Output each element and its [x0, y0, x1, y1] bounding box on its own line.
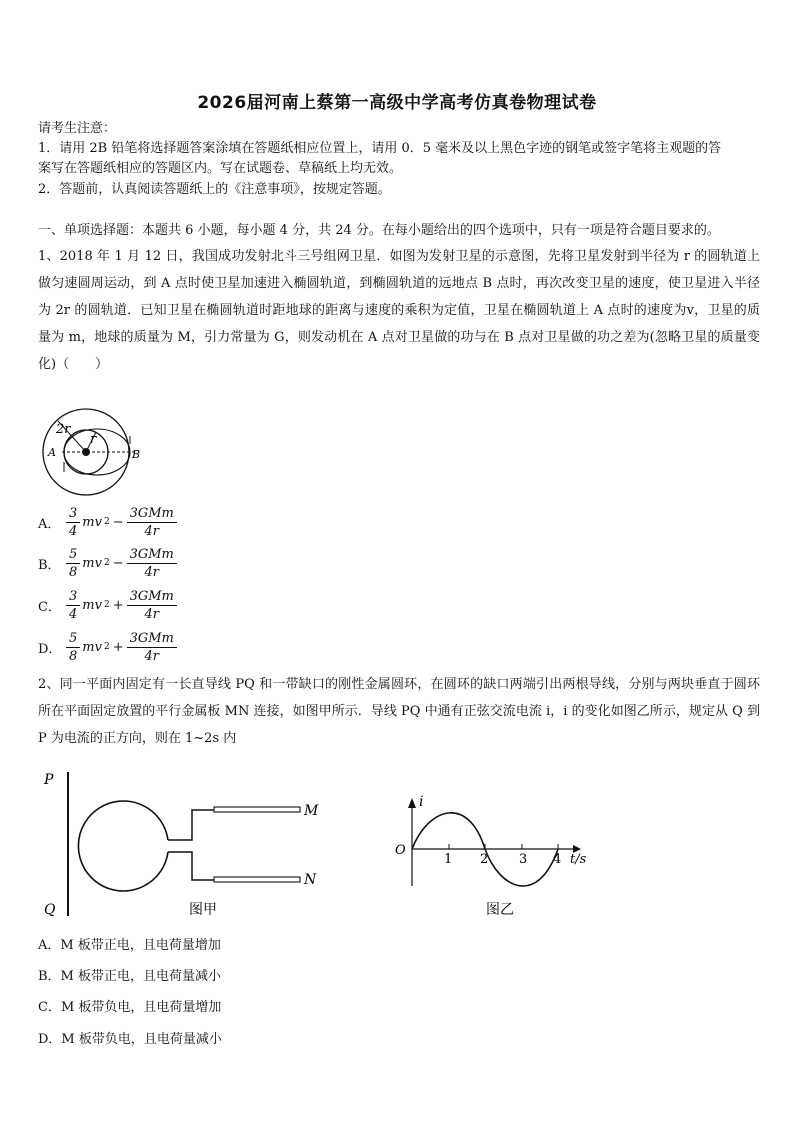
- earth: [82, 448, 90, 456]
- label-i: i: [419, 794, 424, 810]
- caption-yi: 图乙: [486, 902, 514, 918]
- metal-ring: [78, 801, 168, 891]
- label-N: N: [304, 872, 317, 888]
- page-title: 2026届河南上蔡第一高级中学高考仿真卷物理试卷: [197, 93, 597, 113]
- tick-label: 3: [519, 852, 528, 867]
- lead-wire-bottom: [168, 852, 300, 880]
- notice-item: 1．请用 2B 铅笔将选择题答案涂填在答题纸相应位置上，请用 0．5 毫米及以上黑色字迹的钢笔或签字笔将主观题的答: [38, 141, 722, 156]
- plate-n: [214, 877, 300, 882]
- coef-fraction: $\frac{5}{8}$: [66, 546, 80, 581]
- label-P: P: [44, 772, 54, 788]
- label-B: B: [132, 448, 140, 461]
- label-M: M: [304, 803, 319, 819]
- tick-marks: [449, 844, 558, 849]
- label-r: r: [90, 432, 97, 447]
- lead-wire-top: [168, 810, 300, 840]
- choice-b[interactable]: B．M 板带正电，且电荷量减小: [38, 969, 221, 984]
- plate-m: [214, 807, 300, 812]
- tick-label: 2: [480, 852, 489, 867]
- option-c[interactable]: C． $\frac{3}{4}$ mv 2 + $\frac{\text{3GMm}}{4r}$: [38, 585, 177, 625]
- coef-fraction: $\frac{3}{4}$: [66, 505, 80, 540]
- label-O: O: [395, 843, 406, 858]
- notice-item: 2．答题前，认真阅读答题纸上的《注意事项》，按规定答题。: [38, 182, 391, 197]
- coef-fraction: $\frac{5}{8}$: [66, 630, 80, 665]
- gravity-fraction: $\frac{\text{3GMm}}{4r}$: [127, 505, 177, 540]
- option-d[interactable]: D． $\frac{5}{8}$ mv 2 + $\frac{\text{3GMm}}{4r}$: [38, 627, 177, 667]
- gravity-fraction: $\frac{\text{3GMm}}{4r}$: [127, 630, 177, 665]
- label-Q: Q: [44, 902, 56, 918]
- figure-yi: [395, 794, 587, 918]
- tick-label: 1: [444, 852, 453, 867]
- caption-jia: 图甲: [189, 902, 217, 918]
- section-heading: 一、单项选择题：本题共 6 小题，每小题 4 分，共 24 分。在每小题给出的四个选项中，只有一项是符合题目要求的。: [38, 223, 720, 238]
- question-2-stem: 2、同一平面内固定有一长直导线 PQ 和一带缺口的刚性金属圆环，在圆环的缺口两端引出两根导线，分别与两块垂直于圆环所在平面固定放置的平行金属板 MN 连接，如图甲所示．导线 PQ 中通有正弦交流电流 i，i 的变化如图乙所示，规定从 Q 到 P 为电流的正方向，则在 1~2s 内: [38, 677, 760, 746]
- label-2r: 2r: [56, 422, 71, 437]
- question-2-figures: [38, 768, 598, 920]
- i-axis-arrow: [408, 798, 416, 808]
- label-t: t/s: [570, 852, 587, 867]
- choice-a[interactable]: A．M 板带正电，且电荷量增加: [38, 938, 221, 953]
- tick-label: 4: [553, 852, 562, 867]
- choice-d[interactable]: D．M 板带负电，且电荷量减小: [38, 1032, 222, 1047]
- orbit-diagram: [38, 408, 140, 500]
- figure-jia: [43, 772, 319, 918]
- label-A: A: [48, 446, 56, 459]
- notice-heading: 请考生注意：: [38, 121, 117, 136]
- gravity-fraction: $\frac{\text{3GMm}}{4r}$: [127, 546, 177, 581]
- question-1-stem: 1、2018 年 1 月 12 日，我国成功发射北斗三号组网卫星．如图为发射卫星的示意图，先将卫星发射到半径为 r 的圆轨道上做匀速圆周运动，到 A 点时使卫星加速进入椭圆轨道，到椭圆轨道的远地点 B 点时，再次改变卫星的速度，使卫星进入半径为 2r 的圆轨道．已知卫星在椭圆轨道时距地球的距离与速度的乘积为定值，卫星在椭圆轨道上 A 点时的速度为v，卫星的质量为 m，地球的质量为 M，引力常量为 G，则发动机在 A 点对卫星做的功与在 B 点对卫星做的功之差为(忽略卫星的质量变化)（ ）: [38, 249, 760, 372]
- gravity-fraction: $\frac{\text{3GMm}}{4r}$: [127, 588, 177, 623]
- option-a[interactable]: A． $\frac{3}{4}$ mv 2 − $\frac{\text{3GMm}}{4r}$: [38, 502, 177, 542]
- option-b[interactable]: B． $\frac{5}{8}$ mv 2 − $\frac{\text{3GMm}}{4r}$: [38, 543, 177, 583]
- coef-fraction: $\frac{3}{4}$: [66, 588, 80, 623]
- choice-c[interactable]: C．M 板带负电，且电荷量增加: [38, 1000, 222, 1015]
- notice-item: 案写在答题纸相应的答题区内。写在试题卷、草稿纸上均无效。: [38, 161, 403, 176]
